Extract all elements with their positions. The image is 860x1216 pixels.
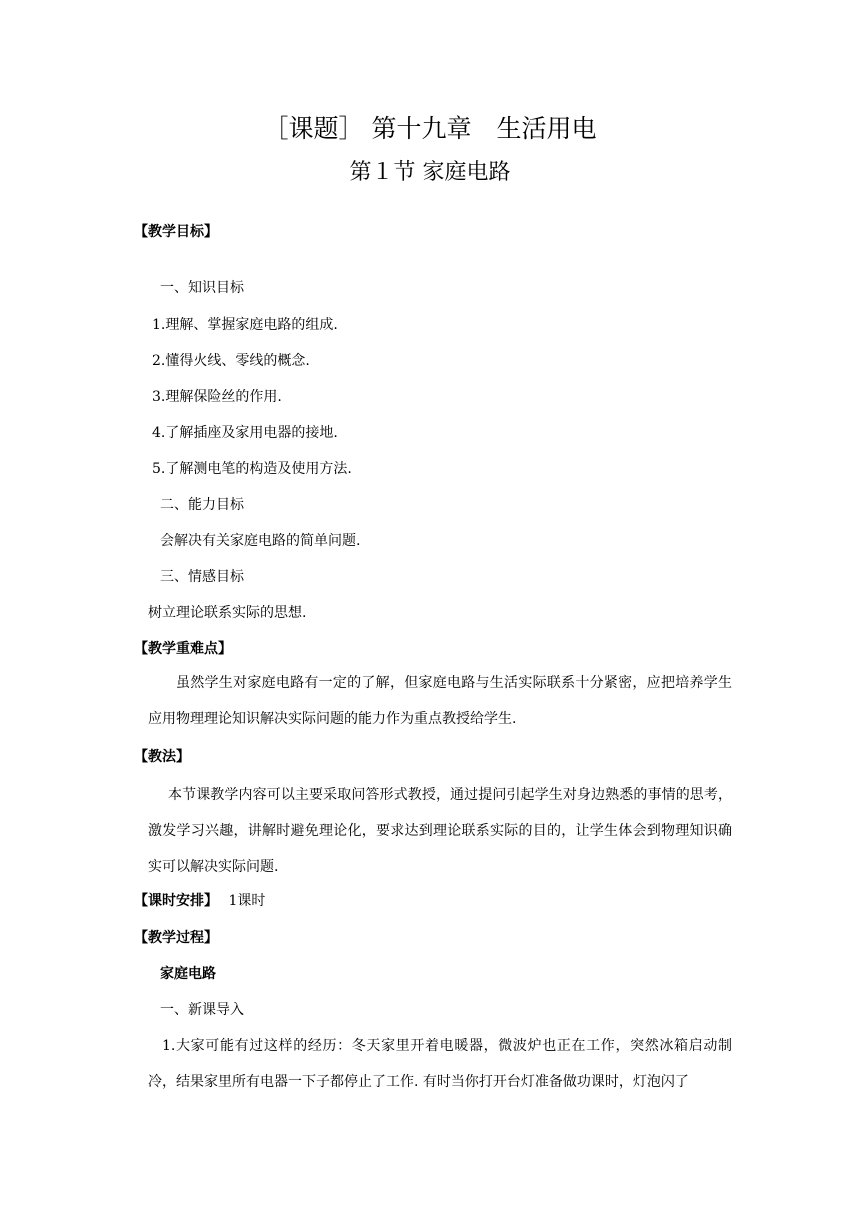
knowledge-item: 4.了解插座及家用电器的接地. bbox=[152, 425, 338, 441]
intro-heading: 一、新课导入 bbox=[160, 1002, 244, 1018]
heading-method: 【教法】 bbox=[134, 749, 190, 765]
emotion-goals-heading: 三、情感目标 bbox=[160, 569, 244, 585]
knowledge-item: 1.理解、掌握家庭电路的组成. bbox=[152, 317, 338, 333]
heading-schedule: 【课时安排】 bbox=[134, 893, 218, 909]
emotion-goals-text: 树立理论联系实际的思想. bbox=[148, 605, 307, 621]
ability-goals-text: 会解决有关家庭电路的简单问题. bbox=[160, 533, 361, 549]
schedule-row bbox=[134, 892, 265, 910]
ability-goals-heading: 二、能力目标 bbox=[160, 497, 244, 513]
schedule-value: 1课时 bbox=[228, 893, 266, 909]
section-title: 第１节 家庭电路 bbox=[349, 160, 511, 185]
heading-teaching-goals: 【教学目标】 bbox=[134, 224, 218, 240]
process-topic: 家庭电路 bbox=[160, 966, 216, 982]
intro-paragraph: 1.大家可能有过这样的经历：冬天家里开着电暖器，微波炉也正在工作，突然冰箱启动制冷，结果家里所有电器一下子都停止了工作. 有时当你打开台灯准备做功课时，灯泡闪了 bbox=[148, 1038, 732, 1090]
knowledge-item: 2.懂得火线、零线的概念. bbox=[152, 353, 310, 369]
knowledge-item: 3.理解保险丝的作用. bbox=[152, 389, 282, 405]
key-points-paragraph: 虽然学生对家庭电路有一定的了解，但家庭电路与生活实际联系十分紧密，应把培养学生应用物理理论知识解决实际问题的能力作为重点教授给学生. bbox=[148, 675, 732, 727]
heading-process: 【教学过程】 bbox=[134, 930, 218, 946]
knowledge-item: 5.了解测电笔的构造及使用方法. bbox=[152, 461, 352, 477]
method-paragraph: 本节课教学内容可以主要采取问答形式教授，通过提问引起学生对身边熟悉的事情的思考，激发学习兴趣，讲解时避免理论化，要求达到理论联系实际的目的，让学生体会到物理知识确实可以解决实际问题. bbox=[148, 787, 732, 875]
knowledge-goals-heading: 一、知识目标 bbox=[160, 280, 244, 296]
lesson-title: ［课题］ 第十九章 生活用电 bbox=[263, 114, 597, 143]
heading-key-points: 【教学重难点】 bbox=[134, 641, 232, 657]
